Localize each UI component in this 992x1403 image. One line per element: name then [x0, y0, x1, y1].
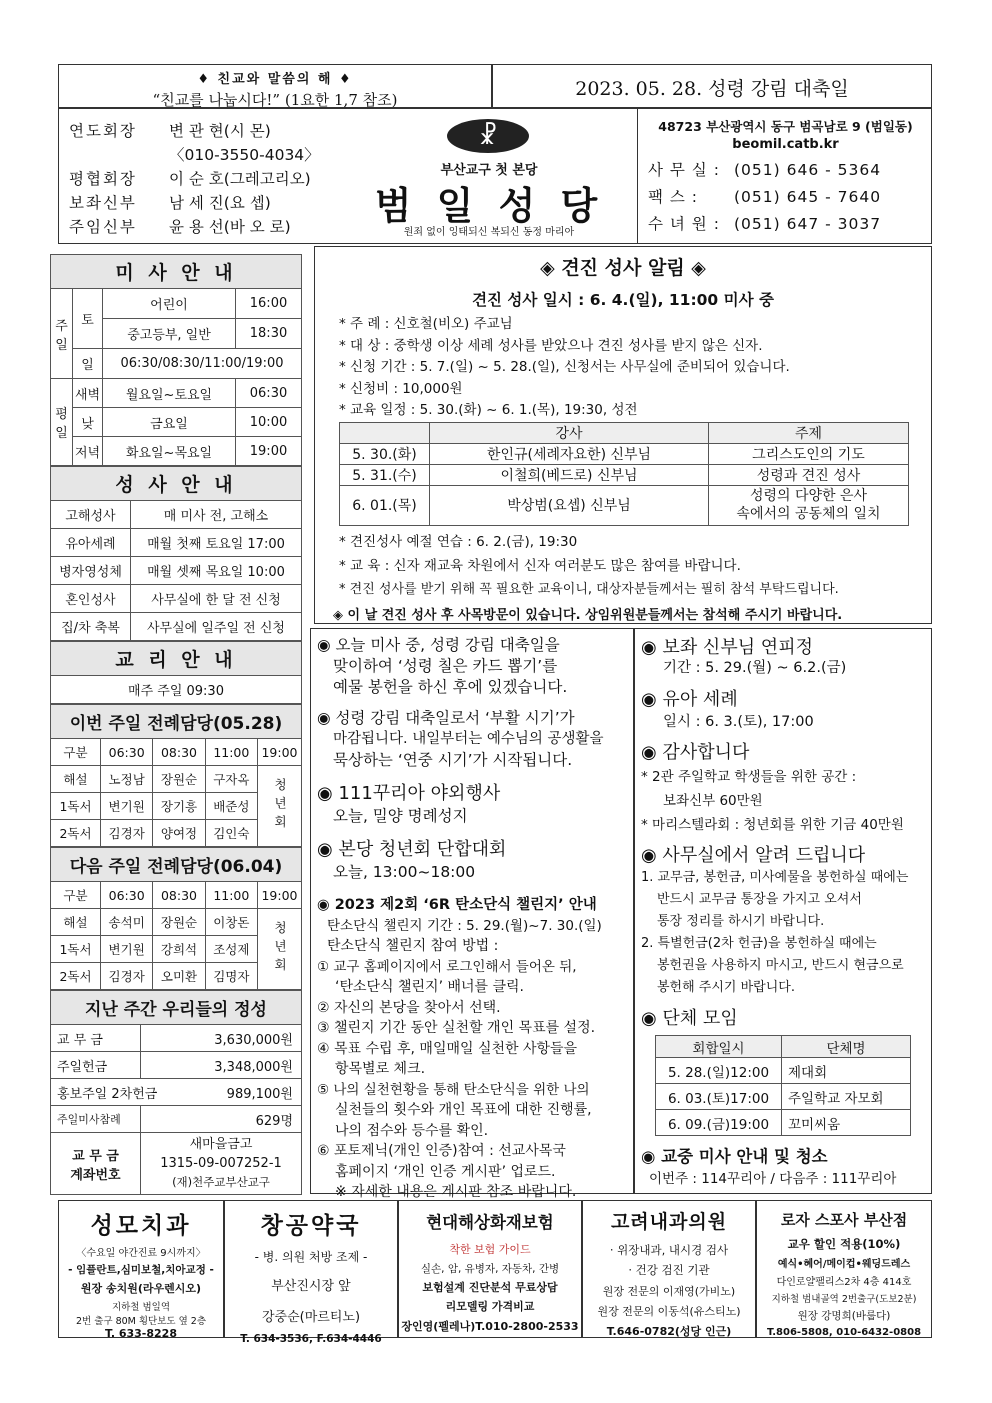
roster-cell: 장원순	[153, 766, 205, 793]
issue-date: 2023. 05. 28. 성령 강림 대축일	[575, 78, 849, 100]
confirmation-notice	[314, 246, 932, 624]
leader-name: 변 관 현(시 몬)	[169, 122, 271, 140]
edu-topic: 성령과 견진 성사	[709, 464, 909, 485]
mass-time: 19:00	[236, 437, 302, 466]
sacrament-name: 집/차 축복	[51, 613, 131, 641]
group-date: 6. 09.(금)19:00	[656, 1110, 782, 1136]
news-line: 2. 특별헌금(2차 헌금)을 봉헌하실 때에는	[641, 936, 877, 951]
confirmation-date: 견진 성사 일시 : 6. 4.(일), 11:00 미사 중	[472, 291, 774, 309]
news-line: * 2관 주일학교 학생들을 위한 공간 :	[641, 769, 857, 785]
roster-title: 이번 주일 전례담당(05.28)	[51, 705, 302, 739]
news-line: 맞이하여 ‘성령 칠은 카드 뽑기’를	[333, 657, 558, 675]
group-date: 6. 03.(토)17:00	[656, 1084, 782, 1110]
bank-name: 새마을금고	[189, 1137, 253, 1152]
leader-row	[69, 167, 339, 191]
sacrament-info: 사무실에 한 달 전 신청	[131, 585, 302, 613]
ad-title: 로자 스포사 부산점	[780, 1211, 908, 1229]
phone-label: 팩 스 :	[648, 188, 699, 206]
weekday-label: 평일	[51, 379, 73, 466]
roster-cell: 노정남	[101, 766, 153, 793]
doctrine-time: 매주 주일 09:30	[51, 676, 302, 704]
confirmation-item: * 주 례 : 신호철(비오) 주교님	[339, 316, 513, 332]
roster-youth: 청년회	[258, 766, 302, 847]
carbon-step: ③ 챌린지 기간 동안 실천할 개인 목표를 설정.	[317, 1020, 596, 1036]
carbon-step: 항목별로 체크.	[335, 1061, 426, 1077]
ad-bridal	[756, 1200, 932, 1338]
leader-role: 주임신부	[69, 218, 137, 236]
mass-name: 어린이	[103, 289, 236, 319]
ad-title: 현대해상화재보험	[426, 1213, 554, 1232]
edu-date: 6. 01.(목)	[340, 485, 430, 525]
edu-date: 5. 31.(수)	[340, 464, 430, 485]
edu-head: 주제	[709, 422, 909, 443]
carbon-step: ② 자신의 본당을 찾아서 선택.	[317, 999, 501, 1016]
mass-name: 월요일~토요일	[103, 379, 236, 408]
sacrament-info: 사무실에 일주일 전 신청	[131, 613, 302, 641]
motto-line: ♦ 친교와 말씀의 해 ♦	[197, 72, 353, 87]
carbon-step: 홈페이지 ‘개인 인증 게시판’ 업로드.	[335, 1163, 556, 1180]
roster-head: 구분	[51, 882, 101, 909]
offering-amount: 629명	[141, 1106, 302, 1133]
sacrament-table	[50, 466, 302, 641]
news-line: 봉헌권을 사용하지 마시고, 반드시 현금으로	[657, 958, 904, 973]
news-line: 반드시 교무금 통장을 가지고 오셔서	[657, 892, 862, 907]
leader-list	[69, 119, 339, 239]
carbon-step: ⑤ 나의 실천현황을 통해 탄소단식을 위한 나의	[317, 1081, 590, 1098]
news-line: 1. 교무금, 봉헌금, 미사예물을 봉헌하실 때에는	[641, 870, 909, 885]
edu-speaker: 박상범(요셉) 신부님	[430, 485, 709, 525]
news-title: ◉ 유아 세례	[641, 689, 738, 710]
ad-line: - 병. 의원 처방 조제 -	[254, 1250, 368, 1264]
phone-row	[648, 185, 933, 207]
sacrament-name: 유아세례	[51, 529, 131, 557]
offering-amount: 3,348,000원	[141, 1052, 302, 1079]
chi-rho-icon: ☧	[447, 119, 529, 153]
carbon-step: ① 교구 홈페이지에서 로그인해서 들어온 뒤,	[317, 958, 577, 975]
sunday-day-label: 일	[73, 349, 103, 379]
mass-name: 화요일~목요일	[103, 437, 236, 466]
carbon-title: ◉ 2023 제2회 ‘6R 탄소단식 챌린지’ 안내	[317, 897, 597, 913]
mass-name: 금요일	[103, 408, 236, 437]
mass-time: 10:00	[236, 408, 302, 437]
leader-role: 연도회장	[69, 122, 137, 140]
news-line: * 마리스텔라회 : 청년회를 위한 기금 40만원	[641, 817, 904, 833]
carbon-step: ⑥ 포토제닉(개인 인증)참여 : 선교사목국	[317, 1143, 566, 1159]
leader-name: 이 순 호(그레고리오)	[169, 170, 311, 188]
ad-line: 리모델링 가격비교	[445, 1300, 535, 1313]
ad-line: T. 634-3536, F.634-4446	[240, 1333, 382, 1345]
news-line: 묵상하는 ‘연중 시기’가 시작됩니다.	[333, 751, 573, 769]
roster-cell: 변기원	[101, 793, 153, 820]
offering-label: 주일미사참례	[51, 1106, 141, 1133]
date-box	[492, 64, 932, 108]
ad-clinic	[582, 1200, 756, 1338]
roster-title: 다음 주일 전례담당(06.04)	[51, 848, 302, 882]
phone-row	[648, 212, 933, 234]
news-item	[641, 1146, 931, 1190]
ad-line: - 임플란트,심미보철,치아교정 -	[68, 1264, 214, 1276]
account-number: 1315-09-007252-1	[160, 1156, 282, 1171]
news-item	[641, 637, 931, 679]
confirmation-item: * 대 상 : 중학생 이상 세례 성사를 받았으나 견진 성사를 받지 않은 신자.	[339, 337, 763, 354]
ad-title: 창공약국	[260, 1213, 362, 1239]
roster-head: 08:30	[153, 739, 205, 766]
carbon-line: 탄소단식 챌린지 기간 : 5. 29.(월)~7. 30.(일)	[327, 917, 602, 934]
confirmation-items	[339, 314, 931, 422]
news-item	[317, 708, 633, 771]
sacrament-name: 병자영성체	[51, 557, 131, 585]
news-item	[641, 1007, 931, 1136]
middle-news	[310, 628, 634, 1200]
edu-date: 5. 30.(화)	[340, 443, 430, 464]
roster-role: 해설	[51, 909, 101, 936]
news-line: 오늘, 밀양 명례성지	[333, 807, 468, 825]
roster-cell: 이창돈	[205, 909, 257, 936]
confirmation-items-2	[339, 530, 931, 602]
news-item	[641, 845, 931, 999]
doctrine-table	[50, 641, 302, 704]
phone-row	[648, 158, 933, 180]
account-holder: (재)천주교부산교구	[172, 1175, 270, 1189]
sacrament-name: 고해성사	[51, 501, 131, 529]
phone-label: 수 녀 원 :	[648, 215, 720, 233]
phone-number: (051) 647 - 3037	[734, 215, 882, 233]
news-title: ◉ 111꾸리아 야외행사	[317, 783, 501, 804]
roster-next-week	[50, 847, 302, 990]
mass-cat: 낮	[73, 408, 103, 437]
mass-time: 06:30/08:30/11:00/19:00	[103, 349, 302, 379]
mass-time: 18:30	[236, 319, 302, 349]
confirmation-item: * 신청비 : 10,000원	[339, 380, 463, 397]
visitation-notice: ◈ 이 날 견진 성사 후 사목방문이 있습니다. 상임위원분들께서는 참석해 주시기 바랍니다.	[333, 607, 843, 623]
left-column	[50, 254, 302, 1195]
saturday-label: 토	[73, 289, 103, 349]
confirmation-item: * 신청 기간 : 5. 7.(일) ~ 5. 28.(일), 신청서는 사무실에 준비되어 있습니다.	[339, 359, 790, 375]
ad-line: 원장 송치원(라우렌시오)	[80, 1282, 202, 1295]
parish-name: 범 일 성 당	[374, 183, 604, 228]
ad-line: 원장 전문의 이재영(가비노)	[602, 1285, 736, 1298]
mass-cat: 저녁	[73, 437, 103, 466]
news-title: ◉ 성령 강림 대축일로서 ‘부활 시기’가	[317, 709, 575, 727]
sacrament-info: 매 미사 전, 고해소	[131, 501, 302, 529]
ad-line: 교우 할인 적용(10%)	[787, 1237, 901, 1251]
ad-line: · 건강 검진 기관	[628, 1263, 710, 1277]
ad-line: 예식•혜어/메이컵•웨딩드레스	[777, 1259, 911, 1270]
group-meeting-table	[655, 1035, 911, 1136]
phone-number: (051) 646 - 5364	[734, 161, 882, 179]
edu-head	[340, 422, 430, 443]
offering-label: 교 무 금	[51, 1025, 141, 1052]
group-name: 꼬미씨움	[782, 1110, 911, 1136]
sacrament-info: 매월 셋째 목요일 10:00	[131, 557, 302, 585]
group-head: 회합일시	[656, 1036, 782, 1058]
news-title: ◉ 오늘 미사 중, 성령 강림 대축일을	[317, 636, 560, 654]
edu-topic: 성령의 다양한 은사 속에서의 공동체의 일치	[709, 485, 909, 525]
leader-row	[69, 215, 339, 239]
offering-title: 지난 주간 우리들의 정성	[51, 991, 302, 1025]
roster-cell: 구자옥	[205, 766, 257, 793]
sacrament-name: 혼인성사	[51, 585, 131, 613]
edu-topic: 그리스도인의 기도	[709, 443, 909, 464]
news-title: ◉ 본당 청년회 단합대회	[317, 839, 507, 860]
confirmation-item: * 견진 성사를 받기 위해 꼭 필요한 교육이니, 대상자분들께서는 필히 참석 부탁드립니다.	[339, 581, 839, 597]
offering-amount: 3,630,000원	[141, 1025, 302, 1052]
ad-insurance	[398, 1200, 582, 1338]
offering-amount: 989,100원	[226, 1086, 293, 1102]
parish-subtitle: 부산교구 첫 본당	[440, 163, 538, 178]
roster-head: 구분	[51, 739, 101, 766]
offering-row	[51, 1079, 302, 1106]
right-news	[634, 628, 932, 1194]
ad-line: · 위장내과, 내시경 검사	[609, 1243, 729, 1257]
edu-speaker: 한인규(세례자요한) 신부님	[430, 443, 709, 464]
motto-box	[58, 64, 492, 108]
news-line: 이번주 : 114꾸리아 / 다음주 : 111꾸리아	[649, 1171, 897, 1187]
offering-label: 홍보주일 2차헌금	[57, 1086, 158, 1102]
news-line: 마감됩니다. 내일부터는 예수님의 공생활을	[333, 731, 604, 747]
roster-cell: 조성제	[205, 936, 257, 963]
account-info	[141, 1133, 302, 1195]
ad-line: 원장 강명희(바룹다)	[797, 1310, 891, 1322]
roster-this-week	[50, 704, 302, 847]
ad-line: 지하철 범내골역 2번출구(도보2분)	[771, 1294, 917, 1305]
carbon-line: 탄소단식 챌린지 참여 방법 :	[327, 938, 499, 954]
roster-head: 19:00	[258, 882, 302, 909]
doctrine-title: 교 리 안 내	[51, 642, 302, 676]
edu-head: 강사	[430, 422, 709, 443]
roster-head: 11:00	[205, 739, 257, 766]
ad-line: T. 633-8228	[105, 1327, 177, 1340]
news-line: 오늘, 13:00~18:00	[333, 863, 476, 881]
ad-line: T.806-5808, 010-6432-0808	[766, 1327, 922, 1338]
roster-head: 08:30	[153, 882, 205, 909]
account-label: 교 무 금 계좌번호	[51, 1133, 141, 1195]
group-name: 제대회	[782, 1058, 911, 1084]
leader-row	[69, 119, 339, 143]
news-item	[317, 839, 633, 883]
news-item	[641, 689, 931, 733]
roster-cell: 강희석	[153, 936, 205, 963]
carbon-step: ‘탄소단식 챌린지’ 배너를 클릭.	[335, 979, 524, 995]
roster-cell: 변기원	[101, 936, 153, 963]
roster-youth: 청년회	[258, 909, 302, 990]
carbon-step: 실천들의 횟수와 개인 목표에 대한 진행률,	[335, 1102, 592, 1118]
ad-line: T.646-0782(성당 인근)	[606, 1325, 732, 1338]
ad-line: 착한 보험 가이드	[449, 1243, 531, 1256]
roster-cell: 김경자	[101, 963, 153, 990]
ad-title: 성모치과	[90, 1213, 192, 1239]
ad-line: 지하철 범일역	[111, 1302, 171, 1313]
leader-row	[69, 191, 339, 215]
leader-role: 평협회장	[69, 170, 137, 188]
offering-label: 주일헌금	[51, 1052, 141, 1079]
news-item	[641, 741, 931, 837]
mass-title: 미 사 안 내	[51, 255, 302, 289]
parish-patron: 원죄 없이 잉태되신 복되신 동정 마리아	[403, 227, 575, 238]
group-head: 단체명	[782, 1036, 911, 1058]
news-item	[317, 635, 633, 698]
ad-line: 보험설계 진단분석 무료상담	[422, 1281, 558, 1294]
carbon-step: 나의 점수와 등수를 확인.	[335, 1122, 489, 1139]
sacrament-title: 성 사 안 내	[51, 467, 302, 501]
roster-cell: 오미환	[153, 963, 205, 990]
roster-role: 2독서	[51, 820, 101, 847]
roster-cell: 김인숙	[205, 820, 257, 847]
education-schedule-table	[339, 422, 909, 526]
news-line: 기간 : 5. 29.(월) ~ 6.2.(금)	[663, 660, 847, 676]
ad-line: 실손, 암, 유병자, 자동차, 간병	[420, 1263, 560, 1275]
sacrament-info: 매월 첫째 토요일 17:00	[131, 529, 302, 557]
roster-cell: 김경자	[101, 820, 153, 847]
roster-cell: 양여정	[153, 820, 205, 847]
mass-time: 06:30	[236, 379, 302, 408]
news-item	[317, 783, 633, 827]
ad-dental	[58, 1200, 224, 1338]
news-line: 통장 정리를 하시기 바랍니다.	[657, 914, 825, 929]
group-date: 5. 28.(일)12:00	[656, 1058, 782, 1084]
ad-pharmacy	[224, 1200, 398, 1345]
leader-name: 윤 용 선(바 오 로)	[169, 218, 291, 236]
ad-line: 원장 전문의 이동석(유스티노)	[597, 1305, 741, 1318]
news-title: ◉ 보좌 신부님 연피정	[641, 637, 813, 658]
news-title: ◉ 사무실에서 알려 드립니다	[641, 845, 866, 866]
sunday-label: 주일	[51, 289, 73, 379]
confirmation-item: * 교 육 : 신자 재교육 차원에서 신자 여러분도 많은 참여를 바랍니다.	[339, 557, 741, 574]
confirmation-item: * 교육 일정 : 5. 30.(화) ~ 6. 1.(목), 19:30, 성전	[339, 402, 638, 418]
ad-line: 강중순(마르티노)	[261, 1310, 361, 1325]
roster-cell: 장기흥	[153, 793, 205, 820]
website-link[interactable]: beomil.catb.kr	[732, 137, 839, 152]
news-title: ◉ 단체 모임	[641, 1008, 738, 1029]
mass-schedule-table	[50, 254, 302, 466]
ad-line: 〈수요일 야간진료 9시까지〉	[76, 1248, 206, 1259]
roster-role: 2독서	[51, 963, 101, 990]
leader-phone: 〈010-3550-4034〉	[169, 146, 320, 164]
ad-line: 2번 출구 80M 횡단보도 옆 2층	[75, 1316, 207, 1327]
motto-quote: “친교를 나눕시다!” (1요한 1,7 참조)	[152, 91, 398, 109]
roster-cell: 장원순	[153, 909, 205, 936]
ad-line: 부산진시장 앞	[271, 1279, 351, 1294]
carbon-challenge	[317, 895, 633, 1203]
roster-head: 11:00	[205, 882, 257, 909]
offering-table	[50, 990, 302, 1195]
news-title: ◉ 감사합니다	[641, 742, 750, 763]
mass-name: 중고등부, 일반	[103, 319, 236, 349]
news-title: ◉ 교중 미사 안내 및 청소	[641, 1147, 828, 1166]
mass-time: 16:00	[236, 289, 302, 319]
roster-role: 1독서	[51, 936, 101, 963]
roster-role: 해설	[51, 766, 101, 793]
carbon-step: ※ 자세한 내용은 게시판 참조 바랍니다.	[335, 1184, 577, 1200]
confirmation-item: * 견진성사 예절 연습 : 6. 2.(금), 19:30	[339, 533, 578, 550]
phone-label: 사 무 실 :	[648, 161, 720, 179]
roster-cell: 송석미	[101, 909, 153, 936]
roster-head: 06:30	[101, 882, 153, 909]
leader-name: 남 세 진(요 셉)	[169, 194, 271, 212]
mass-cat: 새벽	[73, 379, 103, 408]
news-line: 봉헌해 주시기 바랍니다.	[657, 980, 795, 995]
ad-line: 다인로얄팰리스2차 4층 414호	[776, 1277, 912, 1288]
fax-number: (051) 645 - 7640	[734, 188, 882, 206]
confirmation-title: ◈ 견진 성사 알림 ◈	[540, 257, 706, 279]
roster-role: 1독서	[51, 793, 101, 820]
parish-logo	[349, 115, 629, 239]
ad-title: 고려내과의원	[610, 1211, 728, 1233]
news-line: 일시 : 6. 3.(토), 17:00	[663, 714, 814, 730]
roster-cell: 김명자	[205, 963, 257, 990]
group-name: 주일학교 자모회	[782, 1084, 911, 1110]
masthead	[58, 108, 932, 244]
address: 48723 부산광역시 동구 범곡남로 9 (범일동)	[658, 119, 913, 134]
ads-row	[58, 1200, 932, 1345]
news-line: 보좌신부 60만원	[663, 793, 763, 809]
news-line: 예물 봉헌을 하신 후에 있겠습니다.	[333, 678, 568, 696]
roster-head: 06:30	[101, 739, 153, 766]
contact-box	[637, 109, 933, 243]
leader-row	[69, 143, 339, 167]
ad-line: 장인영(펠레나)T.010-2800-2533	[401, 1320, 579, 1333]
roster-head: 19:00	[258, 739, 302, 766]
edu-speaker: 이철희(베드로) 신부님	[430, 464, 709, 485]
leader-role: 보좌신부	[69, 194, 137, 212]
carbon-step: ④ 목표 수립 후, 매일매일 실천한 사항들을	[317, 1040, 578, 1057]
roster-cell: 배준성	[205, 793, 257, 820]
